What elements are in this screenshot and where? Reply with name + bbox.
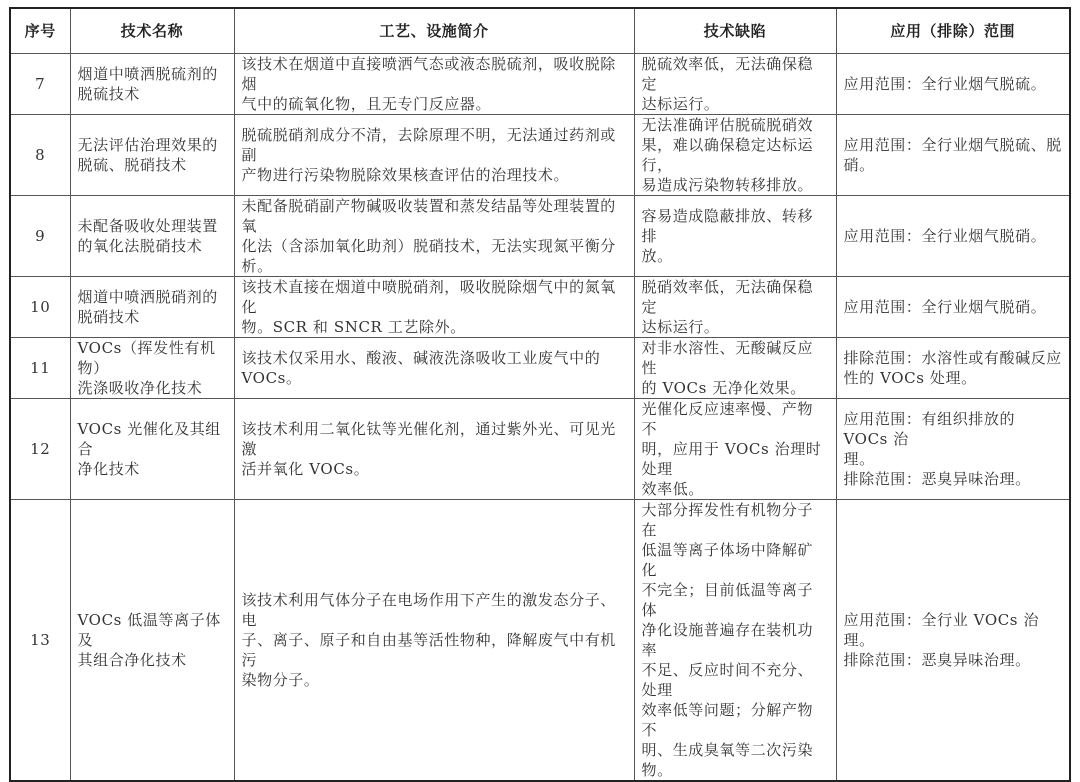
row-number-cell: 13: [10, 500, 70, 782]
technology-name-cell: 未配备吸收处理装置 的氧化法脱硝技术: [70, 196, 234, 277]
application-scope-cell: 应用范围：全行业烟气脱硫、脱 硝。: [836, 115, 1070, 196]
application-scope-cell: 应用范围：全行业烟气脱硝。: [836, 196, 1070, 277]
application-scope-cell: 应用范围：全行业烟气脱硫。: [836, 54, 1070, 115]
table-row: [10, 500, 1070, 782]
header-defect: 技术缺陷: [634, 8, 836, 54]
table-row: [10, 196, 1070, 277]
table-row: [10, 277, 1070, 338]
table-row: [10, 115, 1070, 196]
table-row: [10, 399, 1070, 500]
technology-name-cell: 无法评估治理效果的 脱硫、脱硝技术: [70, 115, 234, 196]
process-intro-cell: 未配备脱硝副产物碱吸收装置和蒸发结晶等处理装置的氧 化法（含添加氧化助剂）脱硝技术，无法实现氮平衡分析。: [234, 196, 634, 277]
application-scope-cell: 应用范围：全行业 VOCs 治理。 排除范围：恶臭异味治理。: [836, 500, 1070, 782]
process-intro-cell: 该技术仅采用水、酸液、碱液洗涤吸收工业废气中的 VOCs。: [234, 338, 634, 399]
process-intro-cell: 该技术利用二氧化钛等光催化剂，通过紫外光、可见光激 活并氧化 VOCs。: [234, 399, 634, 500]
technical-defect-cell: 大部分挥发性有机物分子在 低温等离子体场中降解矿化 不完全；目前低温等离子体 净化设施普遍存在装机功率 不足、反应时间不充分、处理 效率低等问题；分解产物不 明、生成臭氧等二次污染物。: [634, 500, 836, 782]
application-scope-cell: 应用范围：全行业烟气脱硝。: [836, 277, 1070, 338]
technology-name-cell: VOCs 低温等离子体及 其组合净化技术: [70, 500, 234, 782]
technology-name-cell: 烟道中喷洒脱硝剂的 脱硝技术: [70, 277, 234, 338]
technology-name-cell: 烟道中喷洒脱硫剂的 脱硫技术: [70, 54, 234, 115]
technical-defect-cell: 对非水溶性、无酸碱反应性 的 VOCs 无净化效果。: [634, 338, 836, 399]
header-intro: 工艺、设施简介: [234, 8, 634, 54]
table-row: [10, 338, 1070, 399]
process-intro-cell: 该技术直接在烟道中喷脱硝剂，吸收脱除烟气中的氮氧化 物。SCR 和 SNCR 工艺除外。: [234, 277, 634, 338]
technical-defect-cell: 无法准确评估脱硫脱硝效 果，难以确保稳定达标运行， 易造成污染物转移排放。: [634, 115, 836, 196]
process-intro-cell: 该技术利用气体分子在电场作用下产生的激发态分子、电 子、离子、原子和自由基等活性物种，降解废气中有机污 染物分子。: [234, 500, 634, 782]
header-name: 技术名称: [70, 8, 234, 54]
technology-name-cell: VOCs（挥发性有机物） 洗涤吸收净化技术: [70, 338, 234, 399]
application-scope-cell: 应用范围：有组织排放的 VOCs 治 理。 排除范围：恶臭异味治理。: [836, 399, 1070, 500]
row-number-cell: 9: [10, 196, 70, 277]
table-row: [10, 54, 1070, 115]
header-row: [10, 8, 1070, 54]
header-scope: 应用（排除）范围: [836, 8, 1070, 54]
technical-defect-cell: 脱硝效率低，无法确保稳定 达标运行。: [634, 277, 836, 338]
row-number-cell: 12: [10, 399, 70, 500]
process-intro-cell: 脱硫脱硝剂成分不清，去除原理不明，无法通过药剂或副 产物进行污染物脱除效果核查评估的治理技术。: [234, 115, 634, 196]
row-number-cell: 10: [10, 277, 70, 338]
technical-defect-cell: 脱硫效率低，无法确保稳定 达标运行。: [634, 54, 836, 115]
row-number-cell: 8: [10, 115, 70, 196]
row-number-cell: 11: [10, 338, 70, 399]
technology-table: [9, 7, 1071, 782]
application-scope-cell: 排除范围：水溶性或有酸碱反应 性的 VOCs 处理。: [836, 338, 1070, 399]
process-intro-cell: 该技术在烟道中直接喷洒气态或液态脱硫剂，吸收脱除烟 气中的硫氧化物，且无专门反应器。: [234, 54, 634, 115]
technical-defect-cell: 容易造成隐蔽排放、转移排 放。: [634, 196, 836, 277]
technical-defect-cell: 光催化反应速率慢、产物不 明，应用于 VOCs 治理时处理 效率低。: [634, 399, 836, 500]
row-number-cell: 7: [10, 54, 70, 115]
technology-name-cell: VOCs 光催化及其组合 净化技术: [70, 399, 234, 500]
header-no: 序号: [10, 8, 70, 54]
